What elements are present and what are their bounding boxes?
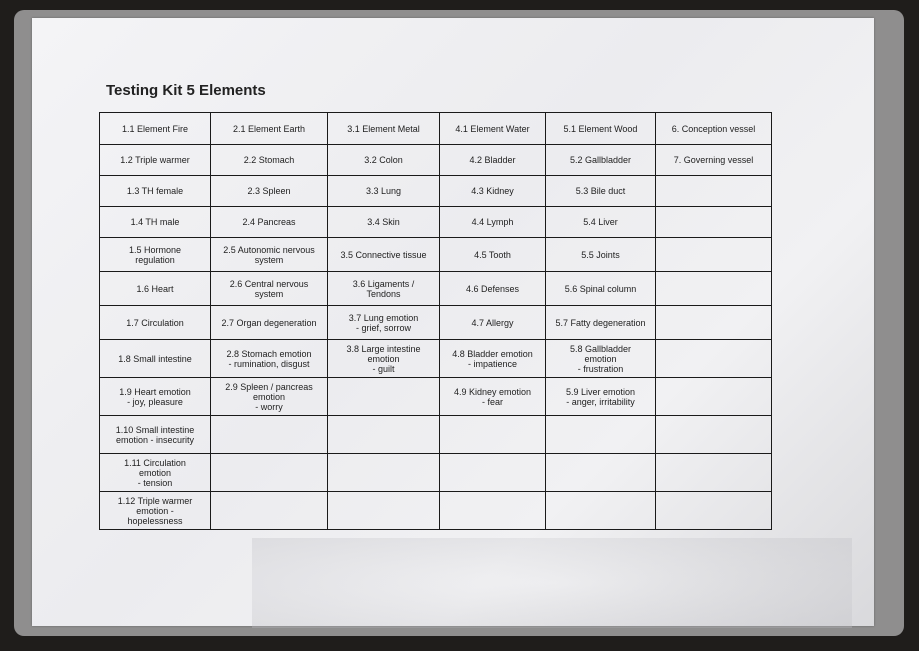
table-cell <box>211 416 328 454</box>
table-cell: 1.3 TH female <box>100 176 211 207</box>
table-row <box>100 416 772 454</box>
table-cell: 5.8 Gallbladder emotion - frustration <box>546 340 656 378</box>
table-cell: 2.8 Stomach emotion - rumination, disgust <box>211 340 328 378</box>
table-cell: 2.5 Autonomic nervous system <box>211 238 328 272</box>
table-cell: 3.7 Lung emotion - grief, sorrow <box>328 306 440 340</box>
table-cell <box>656 492 772 530</box>
table-row <box>100 176 772 207</box>
document-title: Testing Kit 5 Elements <box>106 82 266 99</box>
table-cell <box>440 454 546 492</box>
table-cell: 5.3 Bile duct <box>546 176 656 207</box>
table-cell: 5.5 Joints <box>546 238 656 272</box>
table-cell: 4.9 Kidney emotion - fear <box>440 378 546 416</box>
table-cell: 2.7 Organ degeneration <box>211 306 328 340</box>
table-cell: 3.1 Element Metal <box>328 113 440 145</box>
table-cell <box>656 238 772 272</box>
table-cell <box>440 492 546 530</box>
table-cell: 2.9 Spleen / pancreas emotion - worry <box>211 378 328 416</box>
table-cell: 5.7 Fatty degeneration <box>546 306 656 340</box>
table-cell <box>656 378 772 416</box>
table-cell <box>656 272 772 306</box>
table-cell <box>656 207 772 238</box>
table-cell <box>328 492 440 530</box>
table-cell <box>328 378 440 416</box>
table-cell: 5.4 Liver <box>546 207 656 238</box>
table-cell: 3.5 Connective tissue <box>328 238 440 272</box>
table-cell: 5.6 Spinal column <box>546 272 656 306</box>
elements-table <box>99 112 772 530</box>
table-cell <box>656 306 772 340</box>
table-cell <box>440 416 546 454</box>
table-cell <box>546 416 656 454</box>
table-cell: 1.10 Small intestine emotion - insecurity <box>100 416 211 454</box>
table-cell: 1.6 Heart <box>100 272 211 306</box>
table-cell <box>656 176 772 207</box>
table-cell: 1.8 Small intestine <box>100 340 211 378</box>
table-cell: 4.7 Allergy <box>440 306 546 340</box>
table-cell: 2.1 Element Earth <box>211 113 328 145</box>
table-row <box>100 145 772 176</box>
table-cell: 2.2 Stomach <box>211 145 328 176</box>
table-cell: 1.7 Circulation <box>100 306 211 340</box>
table-cell: 4.5 Tooth <box>440 238 546 272</box>
table-cell: 1.12 Triple warmer emotion - hopelessness <box>100 492 211 530</box>
table-cell: 1.5 Hormone regulation <box>100 238 211 272</box>
table-cell: 5.9 Liver emotion - anger, irritability <box>546 378 656 416</box>
table-row <box>100 306 772 340</box>
table-row <box>100 340 772 378</box>
table-cell <box>656 340 772 378</box>
table-row <box>100 207 772 238</box>
table-cell: 1.11 Circulation emotion - tension <box>100 454 211 492</box>
table-cell: 4.8 Bladder emotion - impatience <box>440 340 546 378</box>
table-cell: 2.3 Spleen <box>211 176 328 207</box>
table-cell <box>211 454 328 492</box>
table-cell: 2.4 Pancreas <box>211 207 328 238</box>
table-cell: 7. Governing vessel <box>656 145 772 176</box>
table-cell <box>546 454 656 492</box>
table-cell: 4.2 Bladder <box>440 145 546 176</box>
table-cell: 1.2 Triple warmer <box>100 145 211 176</box>
table-cell: 5.2 Gallbladder <box>546 145 656 176</box>
table-cell <box>328 416 440 454</box>
table-cell: 1.1 Element Fire <box>100 113 211 145</box>
table-cell: 6. Conception vessel <box>656 113 772 145</box>
table-row <box>100 454 772 492</box>
table-row <box>100 238 772 272</box>
table-cell: 3.4 Skin <box>328 207 440 238</box>
table-row <box>100 272 772 306</box>
table-cell: 4.1 Element Water <box>440 113 546 145</box>
table-cell <box>656 416 772 454</box>
table-cell: 4.6 Defenses <box>440 272 546 306</box>
table-cell: 5.1 Element Wood <box>546 113 656 145</box>
table-cell <box>656 454 772 492</box>
table-cell: 3.2 Colon <box>328 145 440 176</box>
table-cell: 3.6 Ligaments / Tendons <box>328 272 440 306</box>
table-cell: 4.3 Kidney <box>440 176 546 207</box>
table-cell: 1.4 TH male <box>100 207 211 238</box>
table-cell: 3.8 Large intestine emotion - guilt <box>328 340 440 378</box>
table-cell: 2.6 Central nervous system <box>211 272 328 306</box>
table-cell: 1.9 Heart emotion - joy, pleasure <box>100 378 211 416</box>
table-row <box>100 492 772 530</box>
table-cell <box>546 492 656 530</box>
table-cell <box>211 492 328 530</box>
table-cell <box>328 454 440 492</box>
table-cell: 3.3 Lung <box>328 176 440 207</box>
table-cell: 4.4 Lymph <box>440 207 546 238</box>
table-row <box>100 113 772 145</box>
laminate-glare <box>252 538 852 628</box>
table-row <box>100 378 772 416</box>
